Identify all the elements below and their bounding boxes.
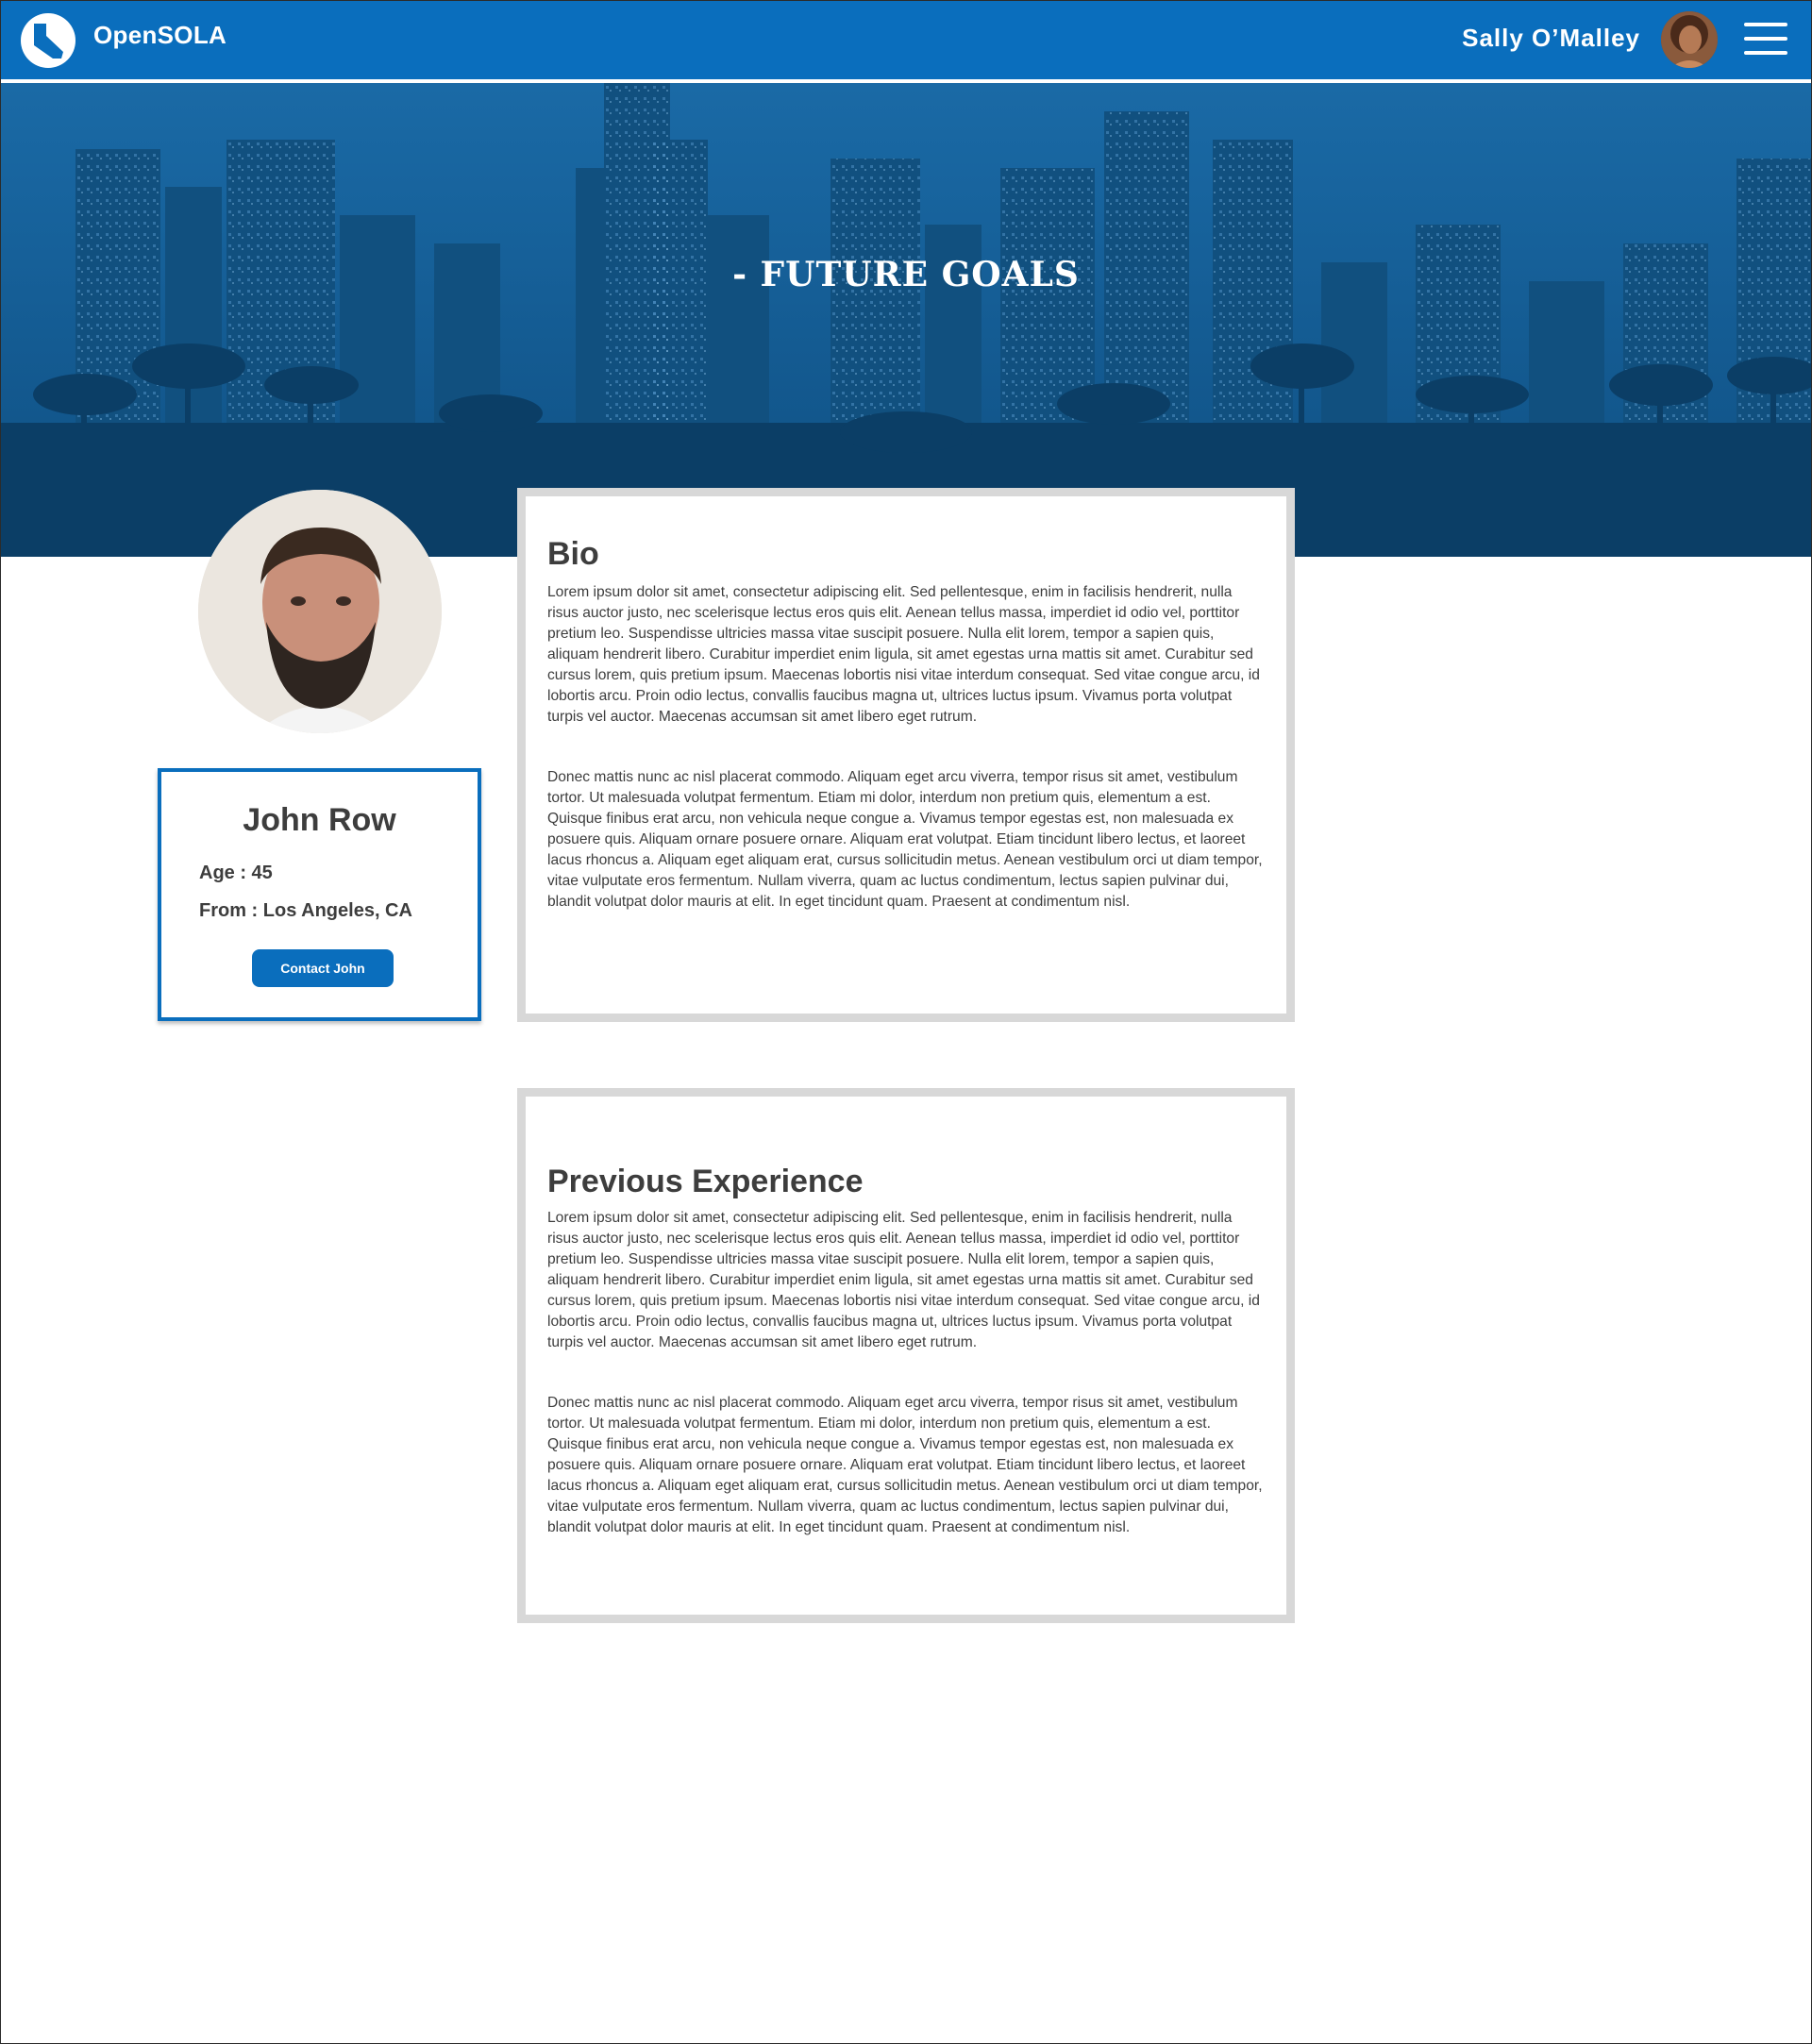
bio-title: Bio (547, 536, 599, 572)
experience-paragraph-2: Donec mattis nunc ac nisl placerat commodo. Aliquam eget arcu viverra, tempor risus sit amet, vestibulum tortor. Ut malesuada volutpat fermentum. Etiam mi dolor, interdum non pretium quis, elementum a est. Quisque finibus erat arcu, non vehicula neque congue a. Vivamus tempor egestas est, non malesuada ex posuere quis. Aliquam ornare posuere ornare. Aliquam erat volutpat. Etiam tincidunt libero lectus, et laoreet lacus rhoncus a. Aliquam eget aliquam erat, cursus sollicitudin metus. Aenean vestibulum orci ut diam tempor, vitae vulputate eros fermentum. Nullam viverra, quam ac luctus condimentum, lectus sapien pulvinar dui, blandit volutpat dolor mauris at elit. In eget tincidunt quam. Praesent at condimentum nisl. (547, 1395, 1263, 1535)
profile-age: Age : 45 (199, 863, 273, 883)
hamburger-menu-icon[interactable] (1744, 23, 1787, 57)
user-avatar[interactable] (1661, 11, 1718, 68)
california-state-logo-icon[interactable] (21, 13, 76, 68)
hero-banner (0, 83, 1812, 557)
profile-card (158, 768, 481, 1021)
contact-button[interactable]: Contact John (252, 949, 394, 987)
experience-title: Previous Experience (547, 1164, 864, 1199)
bio-paragraph-1: Lorem ipsum dolor sit amet, consectetur adipiscing elit. Sed pellentesque, enim in facilisis hendrerit, nulla risus auctor justo, nec scelerisque lectus eros quis elit. Aenean tellus massa, imperdiet id odio vel, porttitor pretium leo. Suspendisse ultricies massa vitae suscipit posuere. Nulla elit lorem, tempor a sapien quis, aliquam hendrerit libero. Curabitur imperdiet enim ligula, sit amet egestas urna mattis sit amet. Curabitur sed cursus lorem, quis pretium ipsum. Maecenas lobortis nisi vitae interdum consequat. Sed vitae congue arcu, id lobortis arcu. Proin odio lectus, convallis faucibus magna ut, ultrices luctus ipsum. Vivamus porta volutpat turpis vel auctor. Maecenas accumsan sit amet libero eget rutrum. (547, 584, 1260, 725)
experience-paragraph-1: Lorem ipsum dolor sit amet, consectetur adipiscing elit. Sed pellentesque, enim in facilisis hendrerit, nulla risus auctor justo, nec scelerisque lectus eros quis elit. Aenean tellus massa, imperdiet id odio vel, porttitor pretium leo. Suspendisse ultricies massa vitae suscipit posuere. Nulla elit lorem, tempor a sapien quis, aliquam hendrerit libero. Curabitur imperdiet enim ligula, sit amet egestas urna mattis sit amet. Curabitur sed cursus lorem, quis pretium ipsum. Maecenas lobortis nisi vitae interdum consequat. Sed vitae congue arcu, id lobortis arcu. Proin odio lectus, convallis faucibus magna ut, ultrices luctus ipsum. Vivamus porta volutpat turpis vel auctor. Maecenas accumsan sit amet libero eget rutrum. (547, 1210, 1260, 1350)
experience-panel (517, 1088, 1295, 1623)
bio-panel (517, 488, 1295, 1022)
hero-title: - FUTURE GOALS (732, 255, 1080, 294)
user-name[interactable]: Sally O’Malley (1462, 24, 1640, 52)
profile-name: John Row (243, 802, 396, 838)
city-skyline-image (0, 83, 1812, 557)
top-nav-bar (0, 0, 1812, 79)
brand-name[interactable]: OpenSOLA (93, 21, 227, 49)
profile-location: From : Los Angeles, CA (199, 900, 412, 921)
profile-photo (198, 490, 442, 733)
bio-paragraph-2: Donec mattis nunc ac nisl placerat commodo. Aliquam eget arcu viverra, tempor risus sit amet, vestibulum tortor. Ut malesuada volutpat fermentum. Etiam mi dolor, interdum non pretium quis, elementum a est. Quisque finibus erat arcu, non vehicula neque congue a. Vivamus tempor egestas est, non malesuada ex posuere quis. Aliquam ornare posuere ornare. Aliquam erat volutpat. Etiam tincidunt libero lectus, et laoreet lacus rhoncus a. Aliquam eget aliquam erat, cursus sollicitudin metus. Aenean vestibulum orci ut diam tempor, vitae vulputate eros fermentum. Nullam viverra, quam ac luctus condimentum, lectus sapien pulvinar dui, blandit volutpat dolor mauris at elit. In eget tincidunt quam. Praesent at condimentum nisl. (547, 769, 1263, 910)
